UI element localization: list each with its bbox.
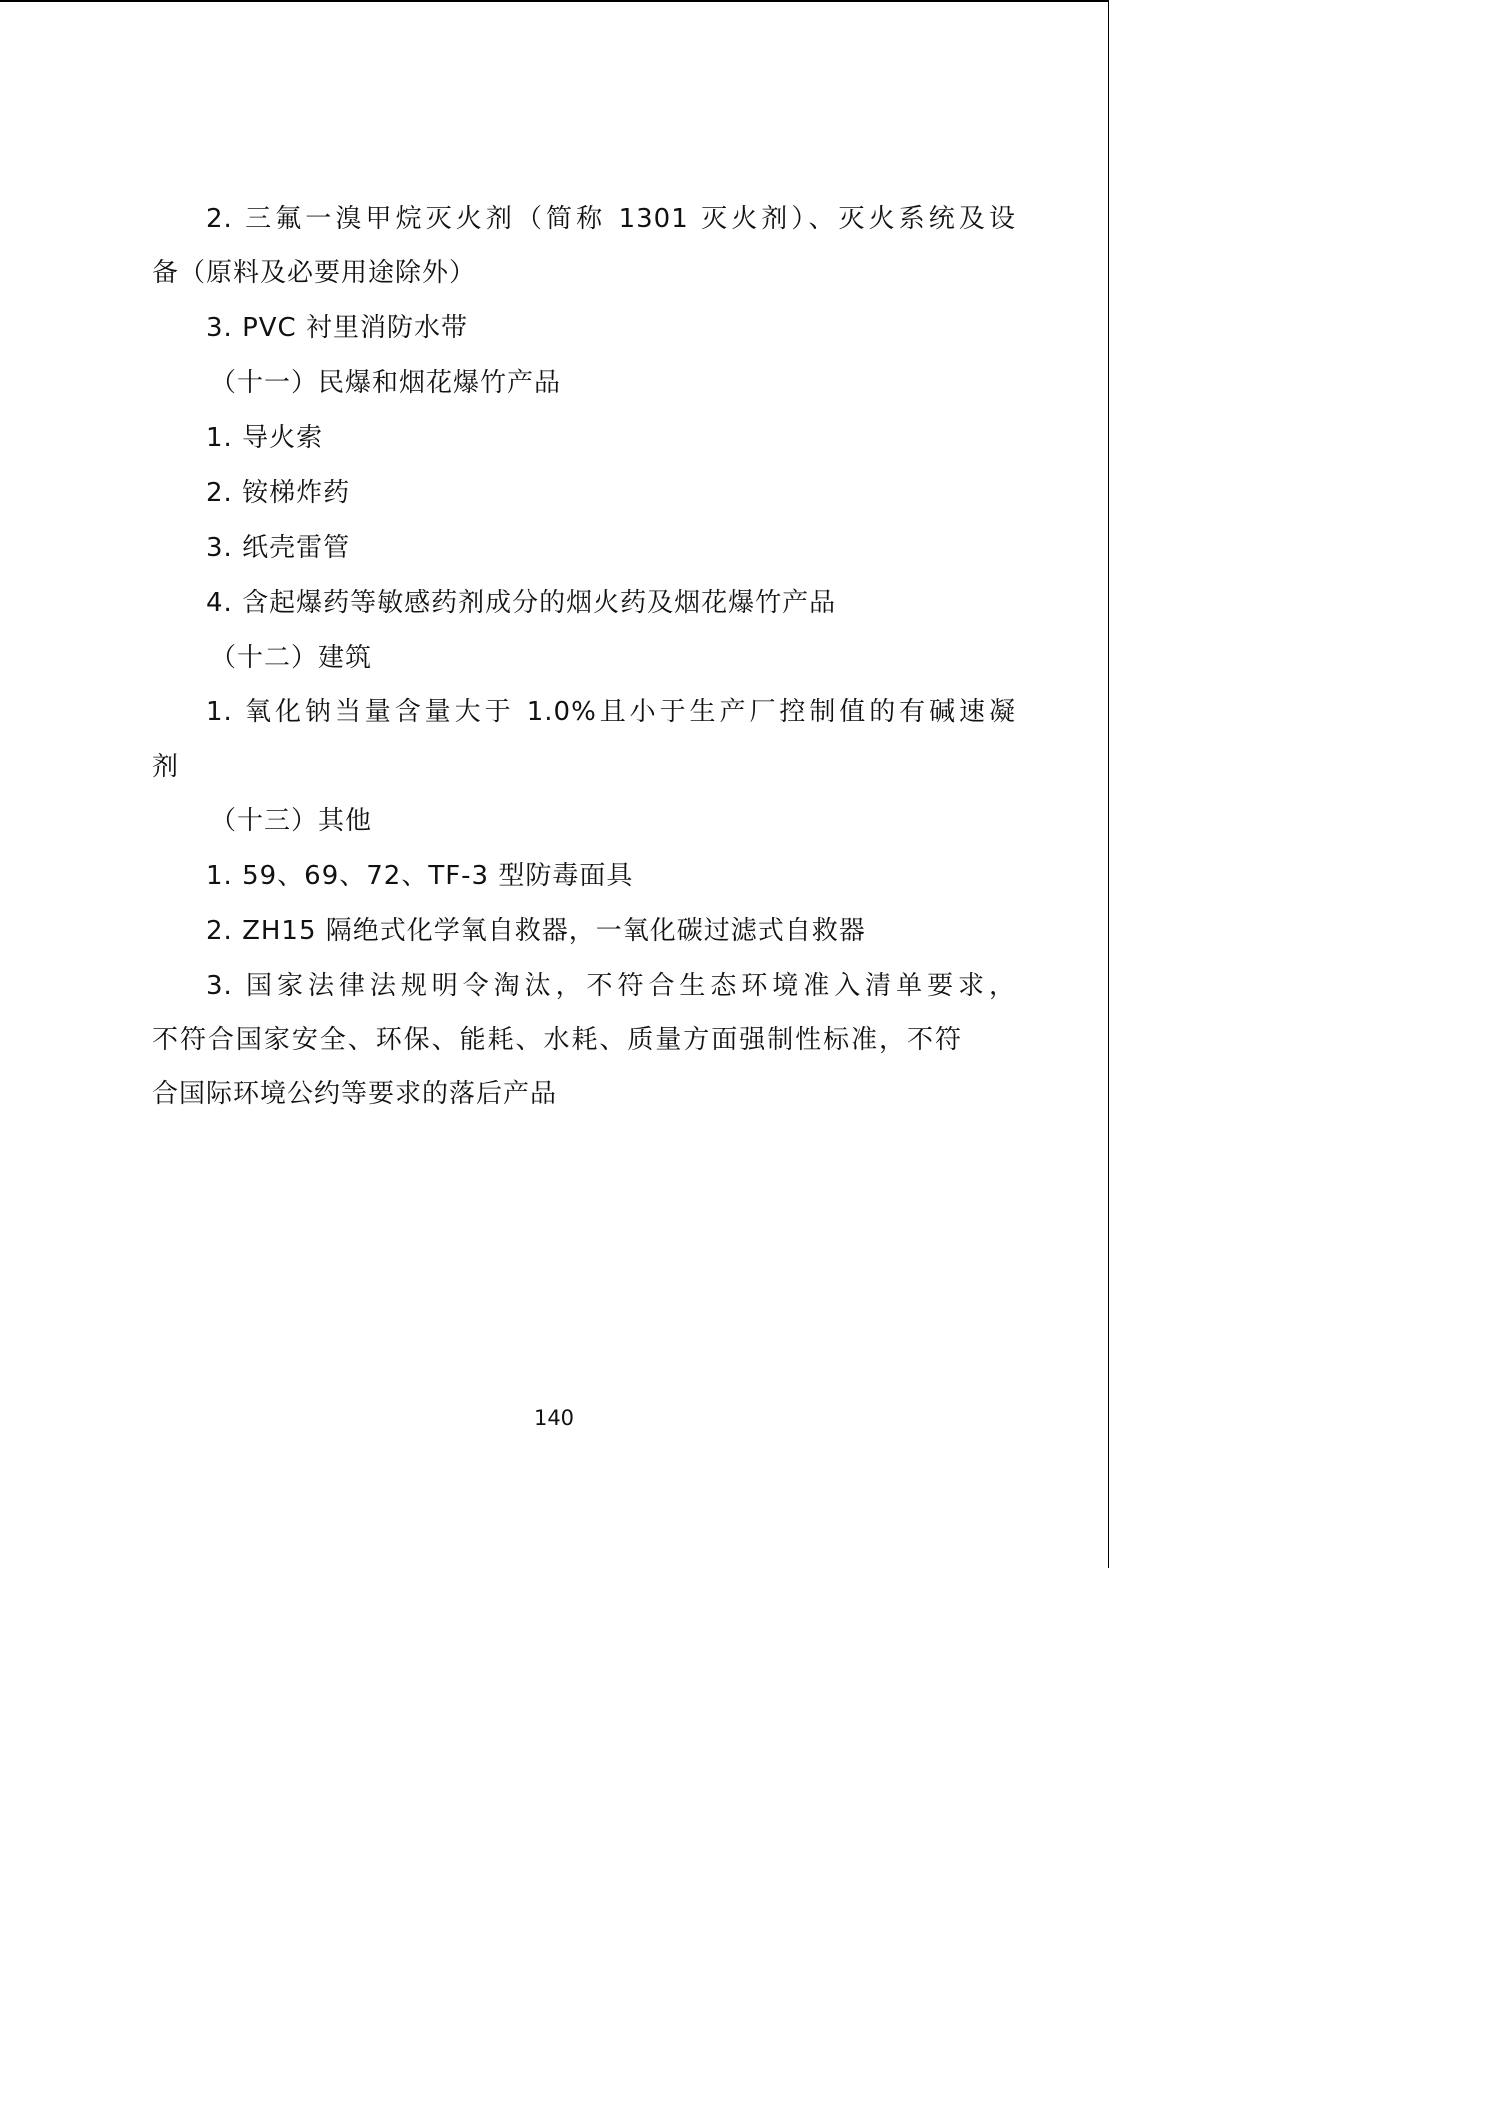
item-gas-masks: 1. 59、69、72、TF-3 型防毒面具 — [206, 861, 634, 891]
item-1301-halon-extinguisher: 2. 三氟一溴甲烷灭火剂（简称 1301 灭火剂）、灭火系统及设 — [206, 204, 1016, 234]
page-top-border — [0, 0, 1109, 2]
section-heading-civil-explosives: （十一）民爆和烟花爆竹产品 — [210, 368, 562, 398]
item-sensitive-pyrotechnics: 4. 含起爆药等敏感药剂成分的烟火药及烟花爆竹产品 — [206, 588, 837, 618]
item-outdated-products-continued-1: 不符合国家安全、环保、能耗、水耗、质量方面强制性标准，不符 — [152, 1025, 962, 1055]
item-alkaline-accelerator: 1. 氧化钠当量含量大于 1.0%且小于生产厂控制值的有碱速凝 — [206, 697, 1016, 727]
item-safety-fuse: 1. 导火索 — [206, 423, 324, 453]
item-paper-shell-detonator: 3. 纸壳雷管 — [206, 533, 351, 563]
item-1301-halon-extinguisher-continued: 备（原料及必要用途除外） — [152, 258, 477, 288]
item-outdated-products: 3. 国家法律法规明令淘汰，不符合生态环境准入清单要求， — [206, 971, 1016, 1001]
item-pvc-fire-hose: 3. PVC 衬里消防水带 — [206, 313, 468, 343]
page-number: 140 — [533, 1406, 575, 1430]
item-alkaline-accelerator-continued: 剂 — [152, 752, 180, 782]
page-right-border — [1108, 0, 1109, 1568]
section-heading-other: （十三）其他 — [210, 806, 373, 836]
item-self-rescuers: 2. ZH15 隔绝式化学氧自救器，一氧化碳过滤式自救器 — [206, 916, 866, 946]
item-outdated-products-continued-2: 合国际环境公约等要求的落后产品 — [152, 1079, 558, 1109]
section-heading-construction: （十二）建筑 — [210, 643, 373, 673]
item-ammonium-tnt-explosive: 2. 铵梯炸药 — [206, 478, 351, 508]
